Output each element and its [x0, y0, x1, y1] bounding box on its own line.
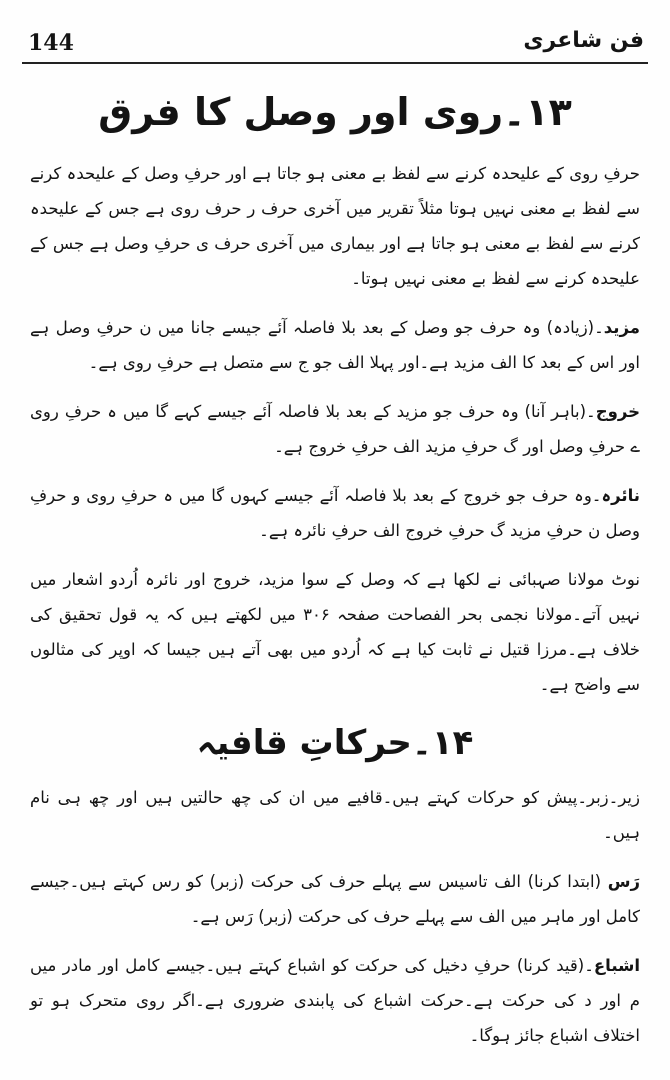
term-ras: رَس [607, 872, 640, 891]
term-naira-definition: ۔وہ حرف جو خروج کے بعد بلا فاصلہ آئے جیسے کہوں گا میں ہ حرفِ روی و حرفِ وصل ن حرفِ مزید گ حرفِ خروج الف حرفِ نائرہ ہے۔ [30, 486, 640, 540]
page-header [22, 28, 648, 64]
paragraph-harkat-intro: زیر۔زبر۔پیش کو حرکات کہتے ہیں۔قافیے میں ان کی چھ حالتیں ہیں اور چھ ہی نام ہیں۔ [30, 788, 640, 842]
running-title: فن شاعری [523, 28, 644, 53]
term-mazeed-definition: ۔(زیادہ) وہ حرف جو وصل کے بعد بلا فاصلہ آئے جیسے جانا میں ن حرفِ وصل ہے اور اس کے بعد کا الف مزید ہے۔اور پہلا الف جو ج سے متصل ہے حرفِ روی ہے۔ [30, 318, 640, 372]
paragraph-ravi-wasl-difference: حرفِ روی کے علیحدہ کرنے سے لفظ بے معنی ہو جاتا ہے اور حرفِ وصل کے علیحدہ کرنے سے لفظ بے معنی نہیں ہوتا مثلاً تقریر میں آخری حرف ر حرف روی ہے جس کے علیحدہ کرنے سے لفظ بے معنی ہو جاتا ہے اور بیماری میں آخری حرف ی حرفِ وصل ہے جس کے علیحدہ کرنے سے لفظ بے معنی نہیں ہوتا۔ [30, 164, 640, 288]
paragraph-naira [30, 478, 640, 548]
paragraph-note: نوٹ مولانا صہبائی نے لکھا ہے کہ وصل کے سوا مزید، خروج اور نائرہ اُردو اشعار میں نہیں آتے۔مولانا نجمی بحر الفصاحت صفحہ ۳۰۶ میں لکھتے ہیں کہ یہ قول تحقیق کی خلاف ہے۔مرزا قتیل نے ثابت کیا ہے کہ اُردو میں بھی آتے ہیں جیسا کہ اوپر کی مثالوں سے واضح ہے۔ [30, 570, 640, 694]
term-khurooj: خروج [595, 402, 640, 421]
paragraph-khurooj [30, 394, 640, 464]
section-heading-13: ۱۳۔روی اور وصل کا فرق [98, 90, 572, 134]
page-number: 144 [28, 30, 74, 56]
term-mazeed: مزید [603, 318, 640, 337]
paragraph-ishba [30, 948, 640, 1053]
page-content [30, 84, 640, 1067]
term-ishba: اشباع [593, 956, 640, 975]
term-khurooj-definition: ۔(باہر آنا) وہ حرف جو مزید کے بعد بلا فاصلہ آئے جیسے کہے گا میں ہ حرفِ روی ے حرفِ وصل اور گ حرفِ مزید الف حرفِ خروج ہے۔ [30, 402, 640, 456]
term-ras-definition: (ابتدا کرنا) الف تاسیس سے پہلے حرف کی حرکت (زبر) کو رس کہتے ہیں۔جیسے کامل اور ماہر میں الف سے پہلے حرف کی حرکت (زبر) رَس ہے۔ [30, 872, 640, 926]
section-heading-14: ۱۴۔حرکاتِ قافیہ [196, 723, 474, 763]
term-naira: نائرہ [601, 486, 640, 505]
paragraph-mazeed [30, 310, 640, 380]
term-ishba-definition: ۔(قید کرنا) حرفِ دخیل کی حرکت کو اشباع کہتے ہیں۔جیسے کامل اور مادر میں م اور د کی حرکت ہے۔حرکت اشباع کی پابندی ضروری ہے۔اگر روی متحرک ہو تو اختلاف اشباع جائز ہوگا۔ [30, 956, 640, 1045]
paragraph-ras [30, 864, 640, 934]
